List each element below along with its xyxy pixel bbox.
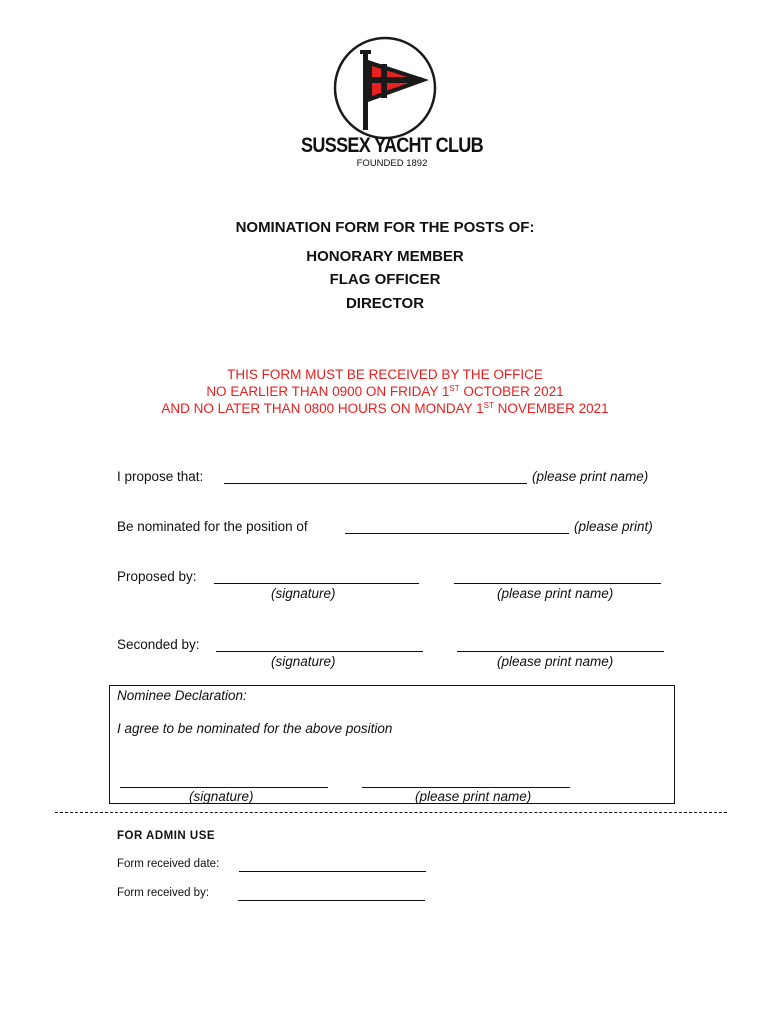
position-field[interactable] [345, 533, 569, 534]
nominee-signature-field[interactable] [120, 787, 328, 788]
seconder-name-field[interactable] [457, 651, 664, 652]
declaration-heading: Nominee Declaration: [117, 688, 247, 703]
propose-label: I propose that: [117, 469, 204, 484]
founded-year: FOUNDED 1892 [356, 158, 428, 169]
propose-hint: (please print name) [532, 469, 649, 484]
notice-line-3: AND NO LATER THAN 0800 HOURS ON MONDAY 1ST NOVEMBER 2021 [161, 401, 609, 416]
received-by-field[interactable] [238, 900, 425, 901]
nominee-name-field[interactable] [362, 787, 570, 788]
post-director: DIRECTOR [345, 295, 425, 312]
proposed-by-label: Proposed by: [117, 569, 197, 584]
seconded-by-label: Seconded by: [117, 637, 200, 652]
proposer-name-hint: (please print name) [497, 586, 614, 601]
nominee-signature-hint: (signature) [189, 789, 254, 804]
position-label: Be nominated for the position of [117, 519, 308, 534]
seconder-signature-field[interactable] [216, 651, 423, 652]
proposer-name-field[interactable] [454, 583, 661, 584]
declaration-statement: I agree to be nominated for the above position [117, 721, 393, 736]
club-logo-flag-icon [333, 36, 437, 140]
seconder-signature-hint: (signature) [271, 654, 336, 669]
nominee-name-hint: (please print name) [415, 789, 532, 804]
post-honorary-member: HONORARY MEMBER [306, 248, 464, 265]
received-date-field[interactable] [239, 871, 426, 872]
seconder-name-hint: (please print name) [497, 654, 614, 669]
notice-line-1: THIS FORM MUST BE RECEIVED BY THE OFFICE [227, 367, 543, 382]
post-flag-officer: FLAG OFFICER [329, 271, 441, 288]
admin-heading: FOR ADMIN USE [117, 830, 216, 842]
proposer-signature-hint: (signature) [271, 586, 336, 601]
nominee-name-field[interactable] [224, 483, 527, 484]
proposer-signature-field[interactable] [214, 583, 419, 584]
received-by-label: Form received by: [117, 887, 210, 899]
position-hint: (please print) [574, 519, 653, 534]
dashed-divider [55, 812, 727, 813]
form-title: NOMINATION FORM FOR THE POSTS OF: [235, 219, 535, 236]
received-date-label: Form received date: [117, 858, 220, 870]
club-name: SUSSEX YACHT CLUB [301, 134, 483, 157]
notice-line-2: NO EARLIER THAN 0900 ON FRIDAY 1ST OCTOBER 2021 [206, 384, 564, 399]
